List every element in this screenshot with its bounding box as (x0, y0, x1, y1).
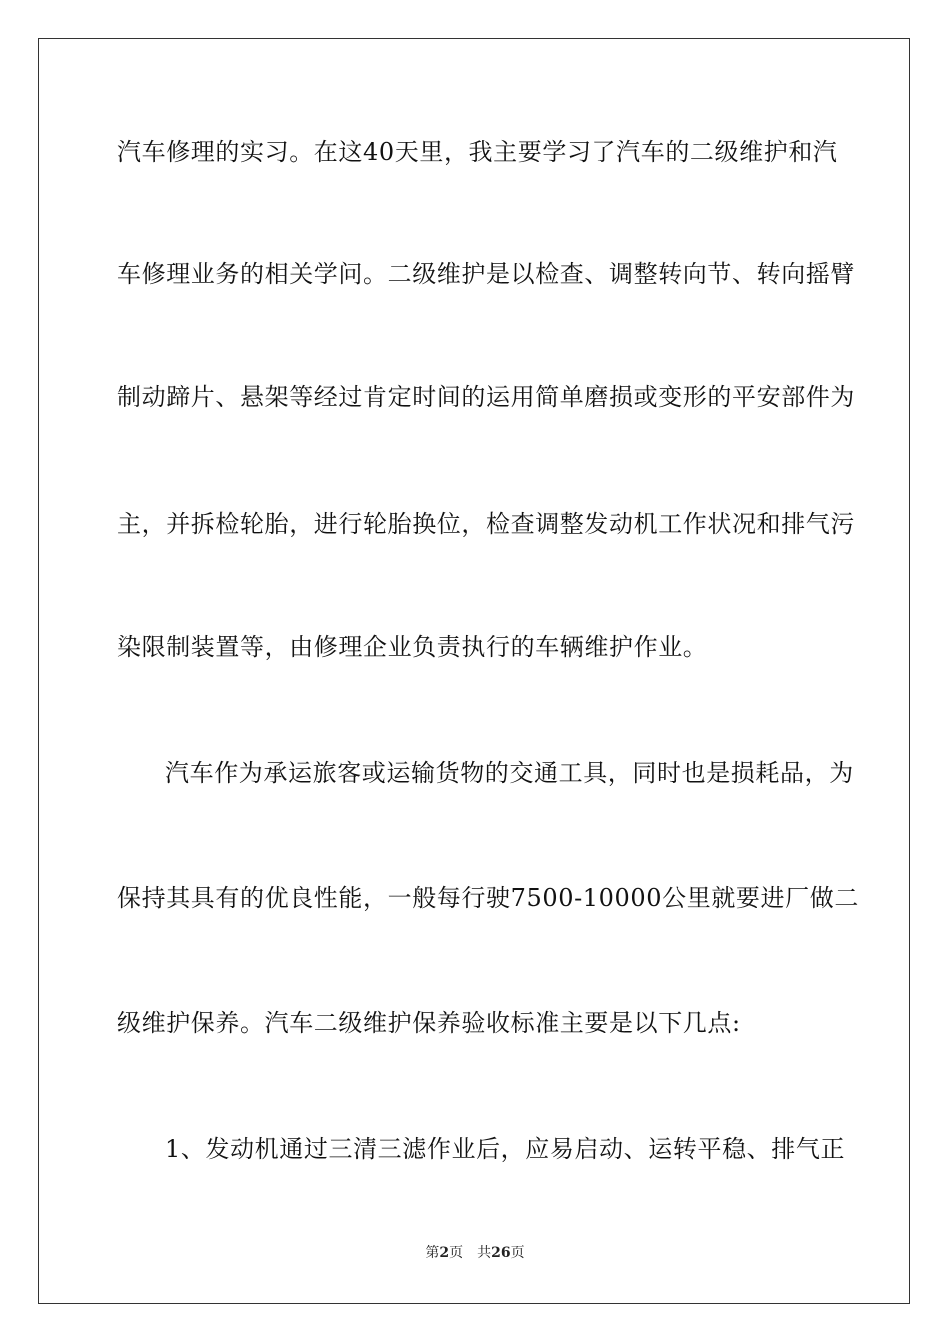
body-line-6: 汽车作为承运旅客或运输货物的交通工具，同时也是损耗品，为 (165, 759, 854, 787)
body-line-1: 汽车修理的实习。在这40天里，我主要学习了汽车的二级维护和汽 (117, 138, 838, 166)
body-line-4: 主，并拆检轮胎，进行轮胎换位，检查调整发动机工作状况和排气污 (117, 510, 855, 538)
total-prefix: 共 (477, 1245, 492, 1261)
body-line-7: 保持其具有的优良性能，一般每行驶7500-10000公里就要进厂做二 (117, 884, 859, 912)
page-suffix: 页 (449, 1245, 464, 1261)
body-line-3: 制动蹄片、悬架等经过肯定时间的运用简单磨损或变形的平安部件为 (117, 383, 855, 411)
body-line-2: 车修理业务的相关学问。二级维护是以检查、调整转向节、转向摇臂 (117, 260, 855, 288)
page-prefix: 第 (425, 1245, 440, 1261)
body-line-9: 1、发动机通过三清三滤作业后，应易启动、运转平稳、排气正 (165, 1135, 846, 1163)
body-line-8: 级维护保养。汽车二级维护保养验收标准主要是以下几点: (117, 1009, 741, 1037)
total-pages: 26 (491, 1245, 511, 1261)
page-number: 2 (439, 1245, 450, 1261)
total-suffix: 页 (510, 1245, 525, 1261)
body-line-5: 染限制装置等，由修理企业负责执行的车辆维护作业。 (117, 633, 708, 661)
page-footer (0, 1244, 950, 1262)
page-border (38, 38, 910, 1304)
